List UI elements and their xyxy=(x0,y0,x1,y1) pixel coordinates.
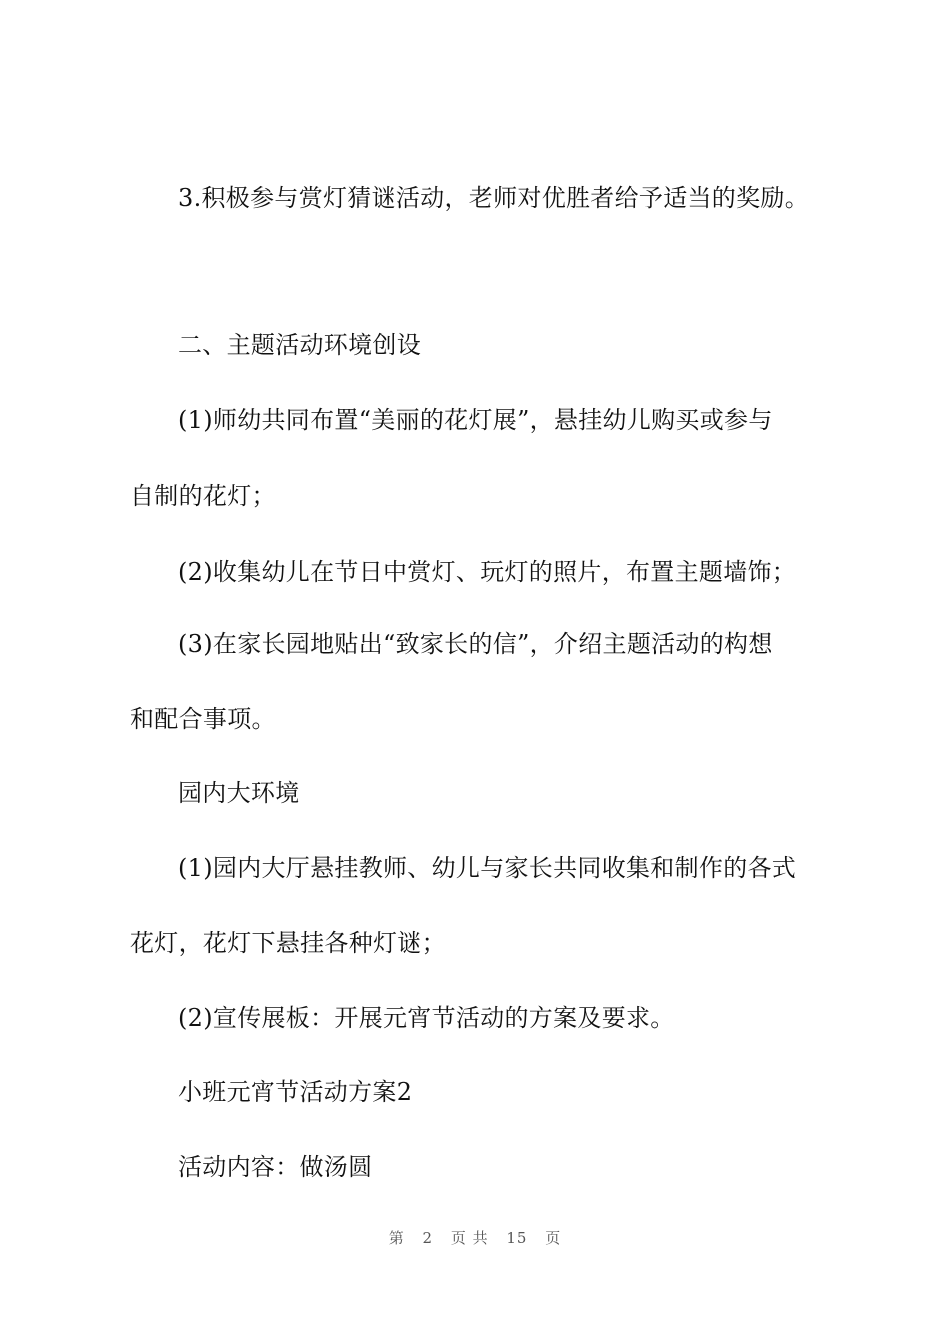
footer-total-pages: 15 xyxy=(506,1229,528,1247)
paragraph-line: 和配合事项。 xyxy=(130,705,276,733)
paragraph-line: (1)园内大厅悬挂教师、幼儿与家长共同收集和制作的各式 xyxy=(178,854,797,882)
footer-current-page: 2 xyxy=(422,1229,434,1247)
page-footer xyxy=(0,1228,950,1248)
footer-label-of: 页 共 xyxy=(450,1229,489,1247)
paragraph-line: 花灯，花灯下悬挂各种灯谜； xyxy=(130,929,446,957)
paragraph-line: (2)宣传展板：开展元宵节活动的方案及要求。 xyxy=(178,1004,675,1032)
activity-content-line: 活动内容：做汤圆 xyxy=(178,1153,373,1181)
plan-title: 小班元宵节活动方案2 xyxy=(178,1078,413,1106)
section-heading-environment: 二、主题活动环境创设 xyxy=(178,331,421,359)
footer-label-page: 第 xyxy=(388,1229,405,1247)
paragraph-line: (3)在家长园地贴出“致家长的信”，介绍主题活动的构想 xyxy=(178,630,773,658)
paragraph-item-3: 3.积极参与赏灯猜谜活动，老师对优胜者给予适当的奖励。 xyxy=(178,184,809,212)
paragraph-line: (1)师幼共同布置“美丽的花灯展”，悬挂幼儿购买或参与 xyxy=(178,406,773,434)
paragraph-line: 自制的花灯； xyxy=(130,482,276,510)
subheading-campus-environment: 园内大环境 xyxy=(178,779,300,807)
paragraph-line: (2)收集幼儿在节日中赏灯、玩灯的照片，布置主题墙饰； xyxy=(178,558,797,586)
footer-label-end: 页 xyxy=(545,1229,562,1247)
